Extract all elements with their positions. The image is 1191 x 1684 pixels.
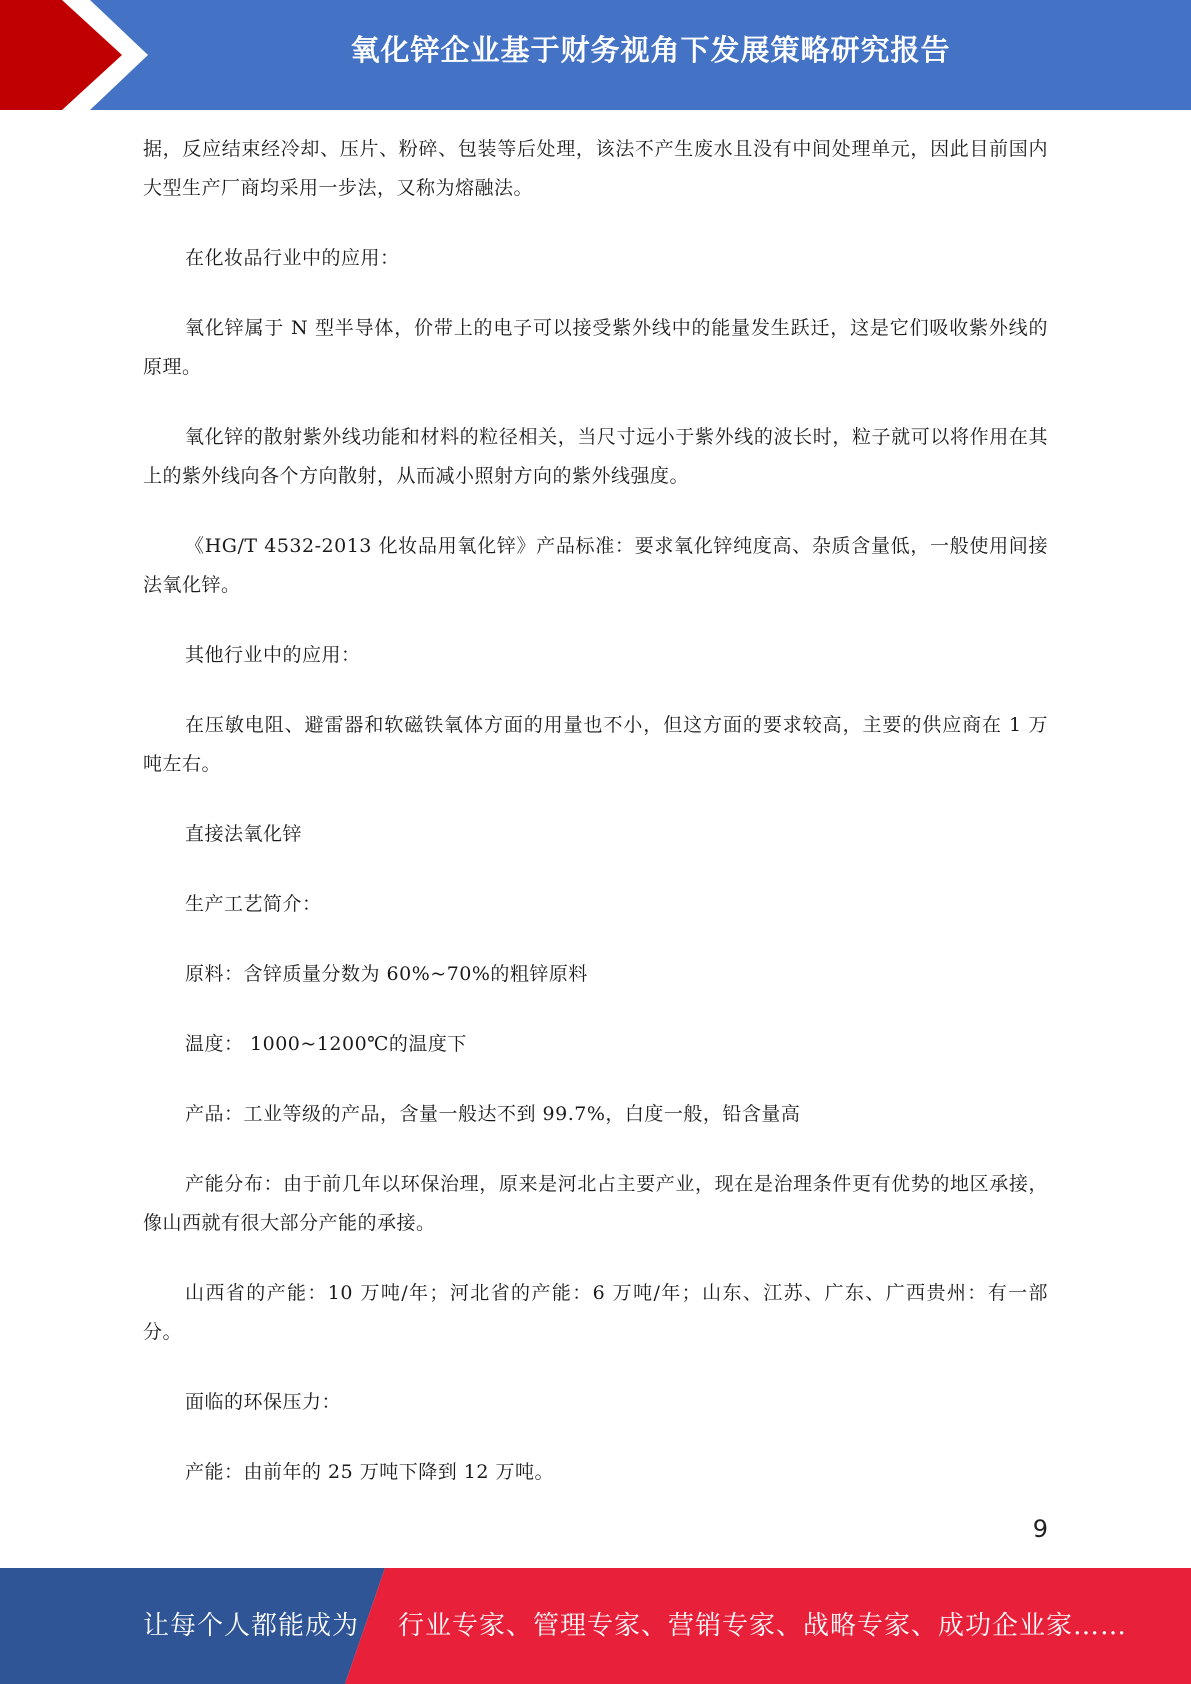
body-paragraph: 生产工艺简介： xyxy=(185,893,322,915)
document-body xyxy=(143,130,1048,1523)
body-paragraph: 面临的环保压力： xyxy=(185,1391,342,1413)
body-paragraph: 其他行业中的应用： xyxy=(185,644,361,666)
page-footer xyxy=(0,1568,1191,1684)
body-paragraph: 氧化锌的散射紫外线功能和材料的粒径相关，当尺寸远小于紫外线的波长时，粒子就可以将作用在其上的紫外线向各个方向散射，从而减小照射方向的紫外线强度。 xyxy=(143,426,1048,487)
body-paragraph: 直接法氧化锌 xyxy=(185,823,303,845)
body-paragraph: 在化妆品行业中的应用： xyxy=(185,247,400,269)
body-paragraph: 原料：含锌质量分数为 60%~70%的粗锌原料 xyxy=(185,963,588,985)
report-title: 氧化锌企业基于财务视角下发展策略研究报告 xyxy=(350,33,951,67)
header-chevron-decoration xyxy=(0,0,160,110)
body-paragraph: 山西省的产能：10 万吨/年；河北省的产能：6 万吨/年；山东、江苏、广东、广西贵州：有一部分。 xyxy=(143,1282,1048,1343)
body-paragraph: 氧化锌属于 N 型半导体，价带上的电子可以接受紫外线中的能量发生跃迁，这是它们吸收紫外线的原理。 xyxy=(143,317,1048,378)
body-paragraph: 产能分布：由于前几年以环保治理，原来是河北占主要产业，现在是治理条件更有优势的地区承接，像山西就有很大部分产能的承接。 xyxy=(143,1173,1048,1234)
body-paragraph: 产品：工业等级的产品，含量一般达不到 99.7%，白度一般，铅含量高 xyxy=(185,1103,801,1125)
body-paragraph: 《HG/T 4532-2013 化妆品用氧化锌》产品标准：要求氧化锌纯度高、杂质含量低，一般使用间接法氧化锌。 xyxy=(143,535,1048,596)
page-header xyxy=(0,0,1191,110)
body-paragraph: 温度： 1000~1200℃的温度下 xyxy=(185,1033,467,1055)
footer-slogan-left: 让每个人都能成为 xyxy=(143,1611,360,1641)
body-paragraph: 产能：由前年的 25 万吨下降到 12 万吨。 xyxy=(185,1461,555,1483)
body-paragraph: 据，反应结束经冷却、压片、粉碎、包装等后处理，该法不产生废水且没有中间处理单元，因此目前国内大型生产厂商均采用一步法，又称为熔融法。 xyxy=(143,138,1048,199)
body-paragraph: 在压敏电阻、避雷器和软磁铁氧体方面的用量也不小，但这方面的要求较高，主要的供应商在 1 万吨左右。 xyxy=(143,714,1048,775)
footer-slogan-right: 行业专家、管理专家、营销专家、战略专家、成功企业家…… xyxy=(398,1611,1128,1641)
page-number: 9 xyxy=(1032,1515,1048,1543)
